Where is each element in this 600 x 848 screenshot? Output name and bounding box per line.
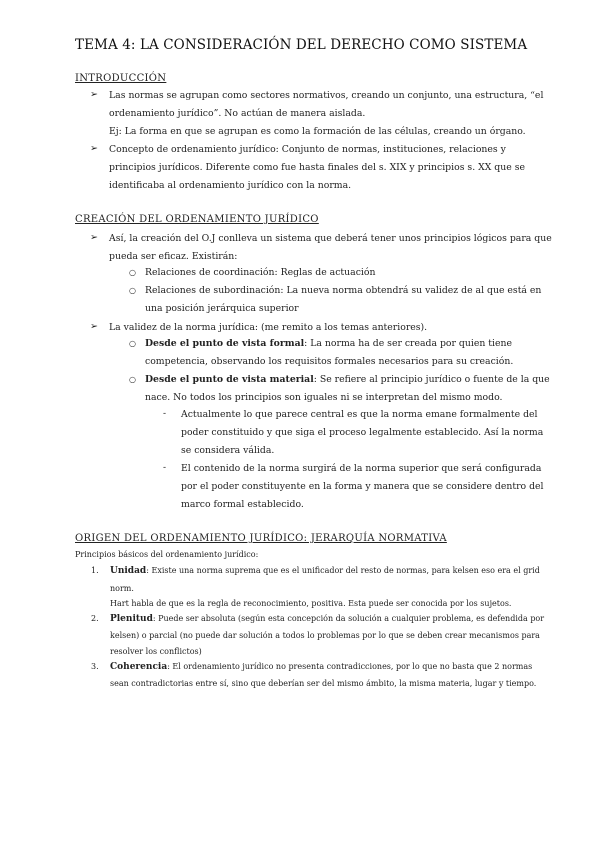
text-line: Hart habla de que es la regla de reconocimiento, positiva. Esta puede ser conocida por los sujetos.: [110, 599, 512, 608]
text-fragment: : Se refiere al principio jurídico o fuente de la que: [313, 374, 550, 385]
text-line: norm.: [110, 584, 134, 593]
arrow-bullet-icon: ➢: [90, 321, 98, 332]
text-line: Relaciones de subordinación: La nueva norma obtendrá su validez de al que está en: [145, 285, 542, 296]
arrow-bullet-icon: ➢: [90, 232, 98, 243]
list-number: 1.: [91, 566, 99, 575]
text-line: Ej: La forma en que se agrupan es como la formación de las células, creando un órgano.: [109, 126, 526, 137]
text-line: Las normas se agrupan como sectores normativos, creando un conjunto, una estructura, “el: [109, 90, 544, 101]
list-number: 2.: [91, 614, 99, 623]
circle-bullet-icon: ○: [129, 375, 136, 384]
text-line: El contenido de la norma surgirá de la norma superior que será configurada: [181, 463, 542, 474]
bold-term: Desde el punto de vista material: [145, 374, 314, 385]
text-fragment: : La norma ha de ser creada por quien tiene: [304, 338, 512, 349]
text-line: identificaba al ordenamiento jurídico con la norma.: [109, 180, 352, 191]
circle-bullet-icon: ○: [129, 286, 136, 295]
section-heading-creacion: CREACIÓN DEL ORDENAMIENTO JURÍDICO: [75, 214, 319, 225]
text-line: marco formal establecido.: [181, 499, 304, 510]
text-line: La validez de la norma jurídica: (me remito a los temas anteriores).: [109, 322, 428, 333]
text-line: se considera válida.: [181, 445, 275, 456]
text-line: kelsen) o parcial (no puede dar solución a todos lo problemas por lo que se deben crear mecanismos para: [110, 631, 540, 640]
text-fragment: : Puede ser absoluta (según esta concepción da solución a cualquier problema, es defendida por: [152, 614, 545, 623]
text-line: ordenamiento jurídico”. No actúan de manera aislada.: [109, 108, 366, 119]
text-line: [110, 613, 544, 625]
dash-bullet-icon: -: [163, 409, 167, 419]
text-line: Actualmente lo que parece central es que la norma emane formalmente del: [181, 409, 538, 420]
text-line: principios jurídicos. Diferente como fue hasta finales del s. XIX y principios s. XX que se: [109, 162, 525, 173]
section-heading-origen: ORIGEN DEL ORDENAMIENTO JURÍDICO: JERARQUÍA NORMATIVA: [75, 533, 447, 544]
bold-term: Coherencia: [110, 662, 168, 672]
section-heading-introduccion: INTRODUCCIÓN: [75, 73, 167, 84]
bold-term: Plenitud: [110, 614, 153, 624]
circle-bullet-icon: ○: [129, 268, 136, 277]
text-line: competencia, observando los requisitos formales necesarios para su creación.: [145, 356, 514, 367]
text-line: Principios básicos del ordenamiento jurídico:: [75, 550, 259, 559]
list-number: 3.: [91, 662, 99, 671]
text-line: Concepto de ordenamiento jurídico: Conjunto de normas, instituciones, relaciones y: [109, 144, 506, 155]
text-line: [110, 661, 532, 673]
text-line: [110, 565, 540, 577]
text-fragment: : Existe una norma suprema que es el unificador del resto de normas, para kelsen eso era el grid: [146, 566, 540, 575]
circle-bullet-icon: ○: [129, 339, 136, 348]
page-title: TEMA 4: LA CONSIDERACIÓN DEL DERECHO COMO SISTEMA: [75, 37, 528, 53]
text-line: nace. No todos los principios son iguales ni se interpretan del mismo modo.: [145, 392, 503, 403]
dash-bullet-icon: -: [163, 463, 167, 473]
text-line: por el poder constituyente en la forma y manera que se considere dentro del: [181, 481, 544, 492]
text-line: [145, 337, 512, 351]
text-line: una posición jerárquica superior: [145, 303, 299, 314]
text-line: Así, la creación del O.J conlleva un sistema que deberá tener unos principios lógicos para que: [109, 233, 552, 244]
text-line: [145, 373, 550, 387]
text-line: poder constituido y que siga el proceso legalmente establecido. Así la norma: [181, 427, 544, 438]
text-fragment: : El ordenamiento jurídico no presenta contradicciones, por lo que no basta que 2 normas: [167, 662, 533, 671]
bold-term: Desde el punto de vista formal: [145, 338, 305, 349]
text-line: resolver los conflictos): [110, 647, 202, 656]
text-line: sean contradictorias entre sí, sino que deberían ser del mismo ámbito, la misma materia, lugar y tiempo.: [110, 679, 537, 688]
arrow-bullet-icon: ➢: [90, 143, 98, 154]
bold-term: Unidad: [110, 566, 147, 576]
text-line: Relaciones de coordinación: Reglas de actuación: [145, 267, 376, 278]
text-line: pueda ser eficaz. Existirán:: [109, 251, 238, 262]
arrow-bullet-icon: ➢: [90, 89, 98, 100]
